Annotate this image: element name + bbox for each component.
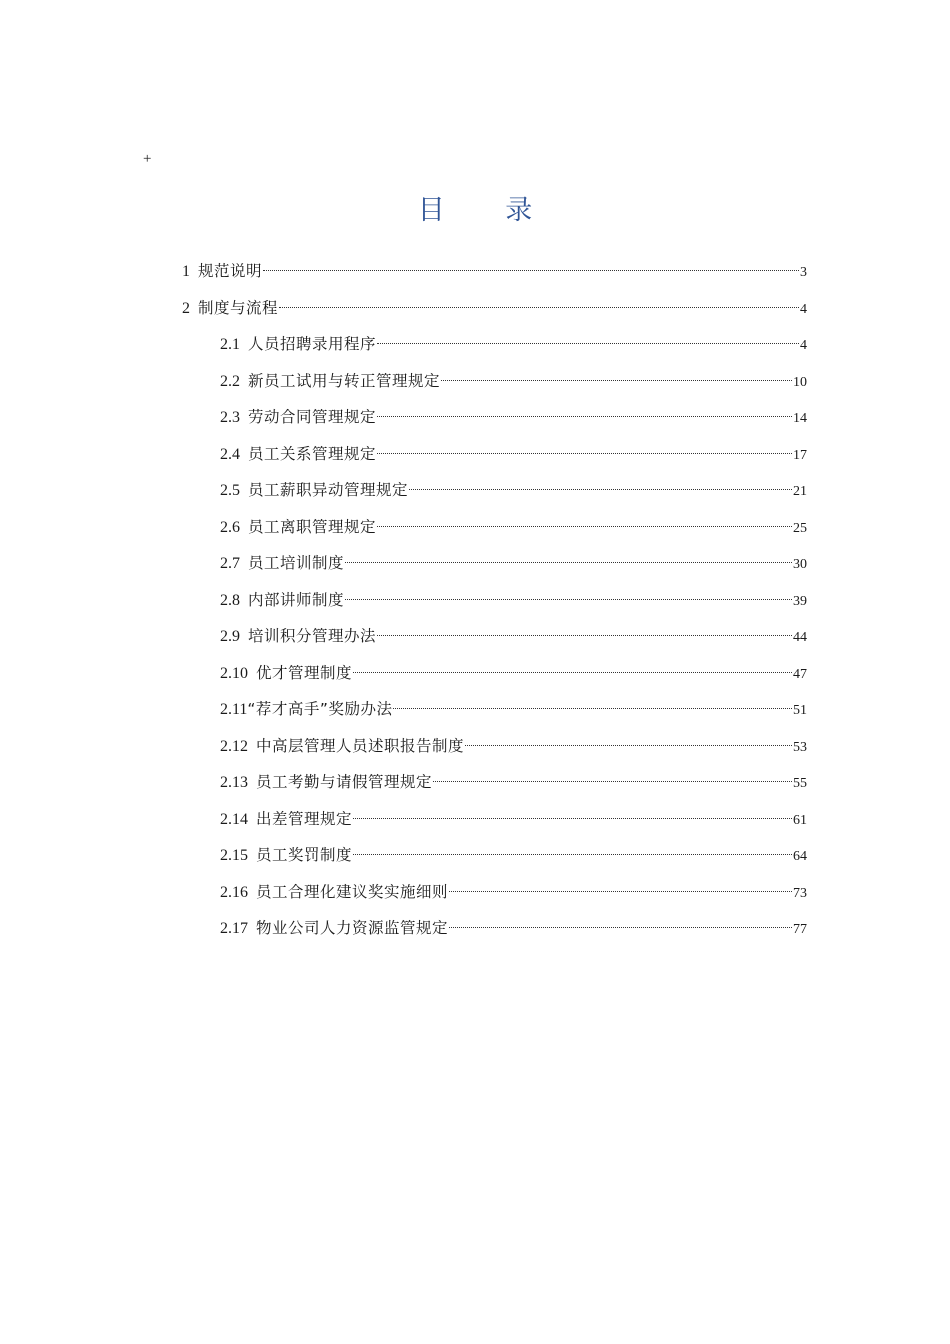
toc-entry-title: 优才管理制度	[256, 663, 353, 682]
toc-entry-number: 2.10	[220, 664, 256, 682]
toc-entry-page: 21	[793, 484, 807, 499]
toc-entry-number: 2.15	[220, 847, 256, 864]
toc-entry-page: 51	[793, 703, 807, 718]
toc-entry-title: 人员招聘录用程序	[248, 335, 377, 353]
toc-dot-leader	[449, 927, 792, 928]
toc-dot-leader	[409, 489, 792, 490]
toc-dot-leader	[279, 307, 799, 308]
toc-entry-number: 2.12	[220, 737, 256, 755]
toc-entry-number: 2.7	[220, 555, 248, 572]
toc-entry[interactable]	[220, 729, 807, 763]
toc-entry-number: 2	[182, 299, 198, 317]
toc-entry[interactable]	[220, 364, 807, 398]
toc-dot-leader	[377, 416, 792, 417]
toc-entry[interactable]	[220, 802, 807, 836]
toc-dot-leader	[377, 526, 792, 527]
toc-entry-page: 14	[793, 411, 807, 426]
toc-entry-title: 员工培训制度	[248, 554, 345, 572]
toc-entry-number: 2.3	[220, 409, 248, 426]
toc-entry-page: 77	[793, 922, 807, 937]
toc-entry[interactable]	[220, 656, 807, 690]
toc-entry-title: 出差管理规定	[256, 809, 353, 828]
toc-entry[interactable]	[220, 400, 807, 434]
toc-entry[interactable]	[220, 692, 807, 726]
toc-dot-leader	[263, 270, 799, 271]
toc-entry-number: 2.17	[220, 920, 256, 937]
toc-entry-title: 员工奖罚制度	[256, 846, 353, 864]
toc-entry-number: 2.5	[220, 482, 248, 499]
toc-entry-page: 64	[793, 849, 807, 864]
toc-entry-number: 1	[182, 263, 198, 280]
toc-dot-leader	[449, 891, 792, 892]
toc-entry[interactable]	[220, 838, 807, 872]
toc-entry-title: 制度与流程	[198, 298, 279, 317]
toc-dot-leader	[441, 380, 792, 381]
toc-entry-page: 10	[793, 374, 807, 390]
toc-entry-number: 2.11	[220, 701, 248, 718]
toc-dot-leader	[377, 453, 792, 454]
toc-entry-title: 新员工试用与转正管理规定	[248, 371, 441, 390]
toc-entry[interactable]	[220, 546, 807, 580]
toc-entry[interactable]	[220, 327, 807, 361]
toc-dot-leader	[353, 854, 792, 855]
toc-entry[interactable]	[220, 473, 807, 507]
toc-entry-page: 39	[793, 593, 807, 609]
toc-entry-number: 2.8	[220, 591, 248, 609]
toc-entry-title: 员工关系管理规定	[248, 444, 377, 463]
toc-entry[interactable]	[220, 583, 807, 617]
toc-entry-page: 47	[793, 666, 807, 682]
toc-dot-leader	[345, 599, 792, 600]
toc-dot-leader	[433, 781, 792, 782]
toc-dot-leader	[465, 745, 792, 746]
toc-entry-number: 2.1	[220, 336, 248, 353]
toc-entry-title: 员工考勤与请假管理规定	[256, 773, 433, 791]
toc-dot-leader	[377, 343, 799, 344]
toc-entry-page: 4	[800, 338, 807, 353]
toc-entry-page: 61	[793, 812, 807, 828]
toc-entry-title: 员工薪职异动管理规定	[248, 481, 409, 499]
toc-entry-number: 2.13	[220, 774, 256, 791]
toc-entry[interactable]	[220, 437, 807, 471]
toc-entry-page: 53	[793, 739, 807, 755]
toc-entry[interactable]	[220, 911, 807, 945]
toc-entry-title: 员工合理化建议奖实施细则	[256, 882, 449, 901]
toc-entry-page: 73	[793, 885, 807, 901]
toc-entry-page: 4	[800, 301, 807, 317]
toc-entry-number: 2.6	[220, 518, 248, 536]
toc-entry[interactable]	[220, 619, 807, 653]
toc-entry-page: 25	[793, 520, 807, 536]
toc-entry[interactable]	[182, 291, 807, 325]
toc-dot-leader	[345, 562, 792, 563]
toc-entry-page: 3	[800, 265, 807, 280]
toc-entry-page: 44	[793, 630, 807, 645]
toc-dot-leader	[353, 818, 792, 819]
toc-entry[interactable]	[220, 510, 807, 544]
toc-entry[interactable]	[182, 254, 807, 288]
toc-entry-title: “荐才高手”奖励办法	[247, 700, 393, 718]
toc-title: 目 录	[417, 195, 559, 226]
toc-entry-title: 内部讲师制度	[248, 590, 345, 609]
toc-entry-number: 2.4	[220, 445, 248, 463]
toc-entry-title: 物业公司人力资源监管规定	[256, 919, 449, 937]
toc-dot-leader	[393, 708, 792, 709]
toc-entry[interactable]	[220, 875, 807, 909]
toc-entry-number: 2.14	[220, 810, 256, 828]
toc-entry-number: 2.2	[220, 372, 248, 390]
toc-entry-number: 2.16	[220, 883, 256, 901]
toc-entry-title: 中高层管理人员述职报告制度	[256, 736, 465, 755]
toc-entry[interactable]	[220, 765, 807, 799]
toc-dot-leader	[353, 672, 792, 673]
paragraph-mark: +	[143, 151, 152, 167]
toc-entry-title: 劳动合同管理规定	[248, 408, 377, 426]
toc-dot-leader	[377, 635, 792, 636]
toc-entry-page: 17	[793, 447, 807, 463]
toc-entry-number: 2.9	[220, 628, 248, 645]
toc-entry-page: 30	[793, 557, 807, 572]
toc-entry-title: 规范说明	[198, 262, 263, 280]
toc-entry-title: 培训积分管理办法	[248, 627, 377, 645]
toc-entry-title: 员工离职管理规定	[248, 517, 377, 536]
toc-entry-page: 55	[793, 776, 807, 791]
